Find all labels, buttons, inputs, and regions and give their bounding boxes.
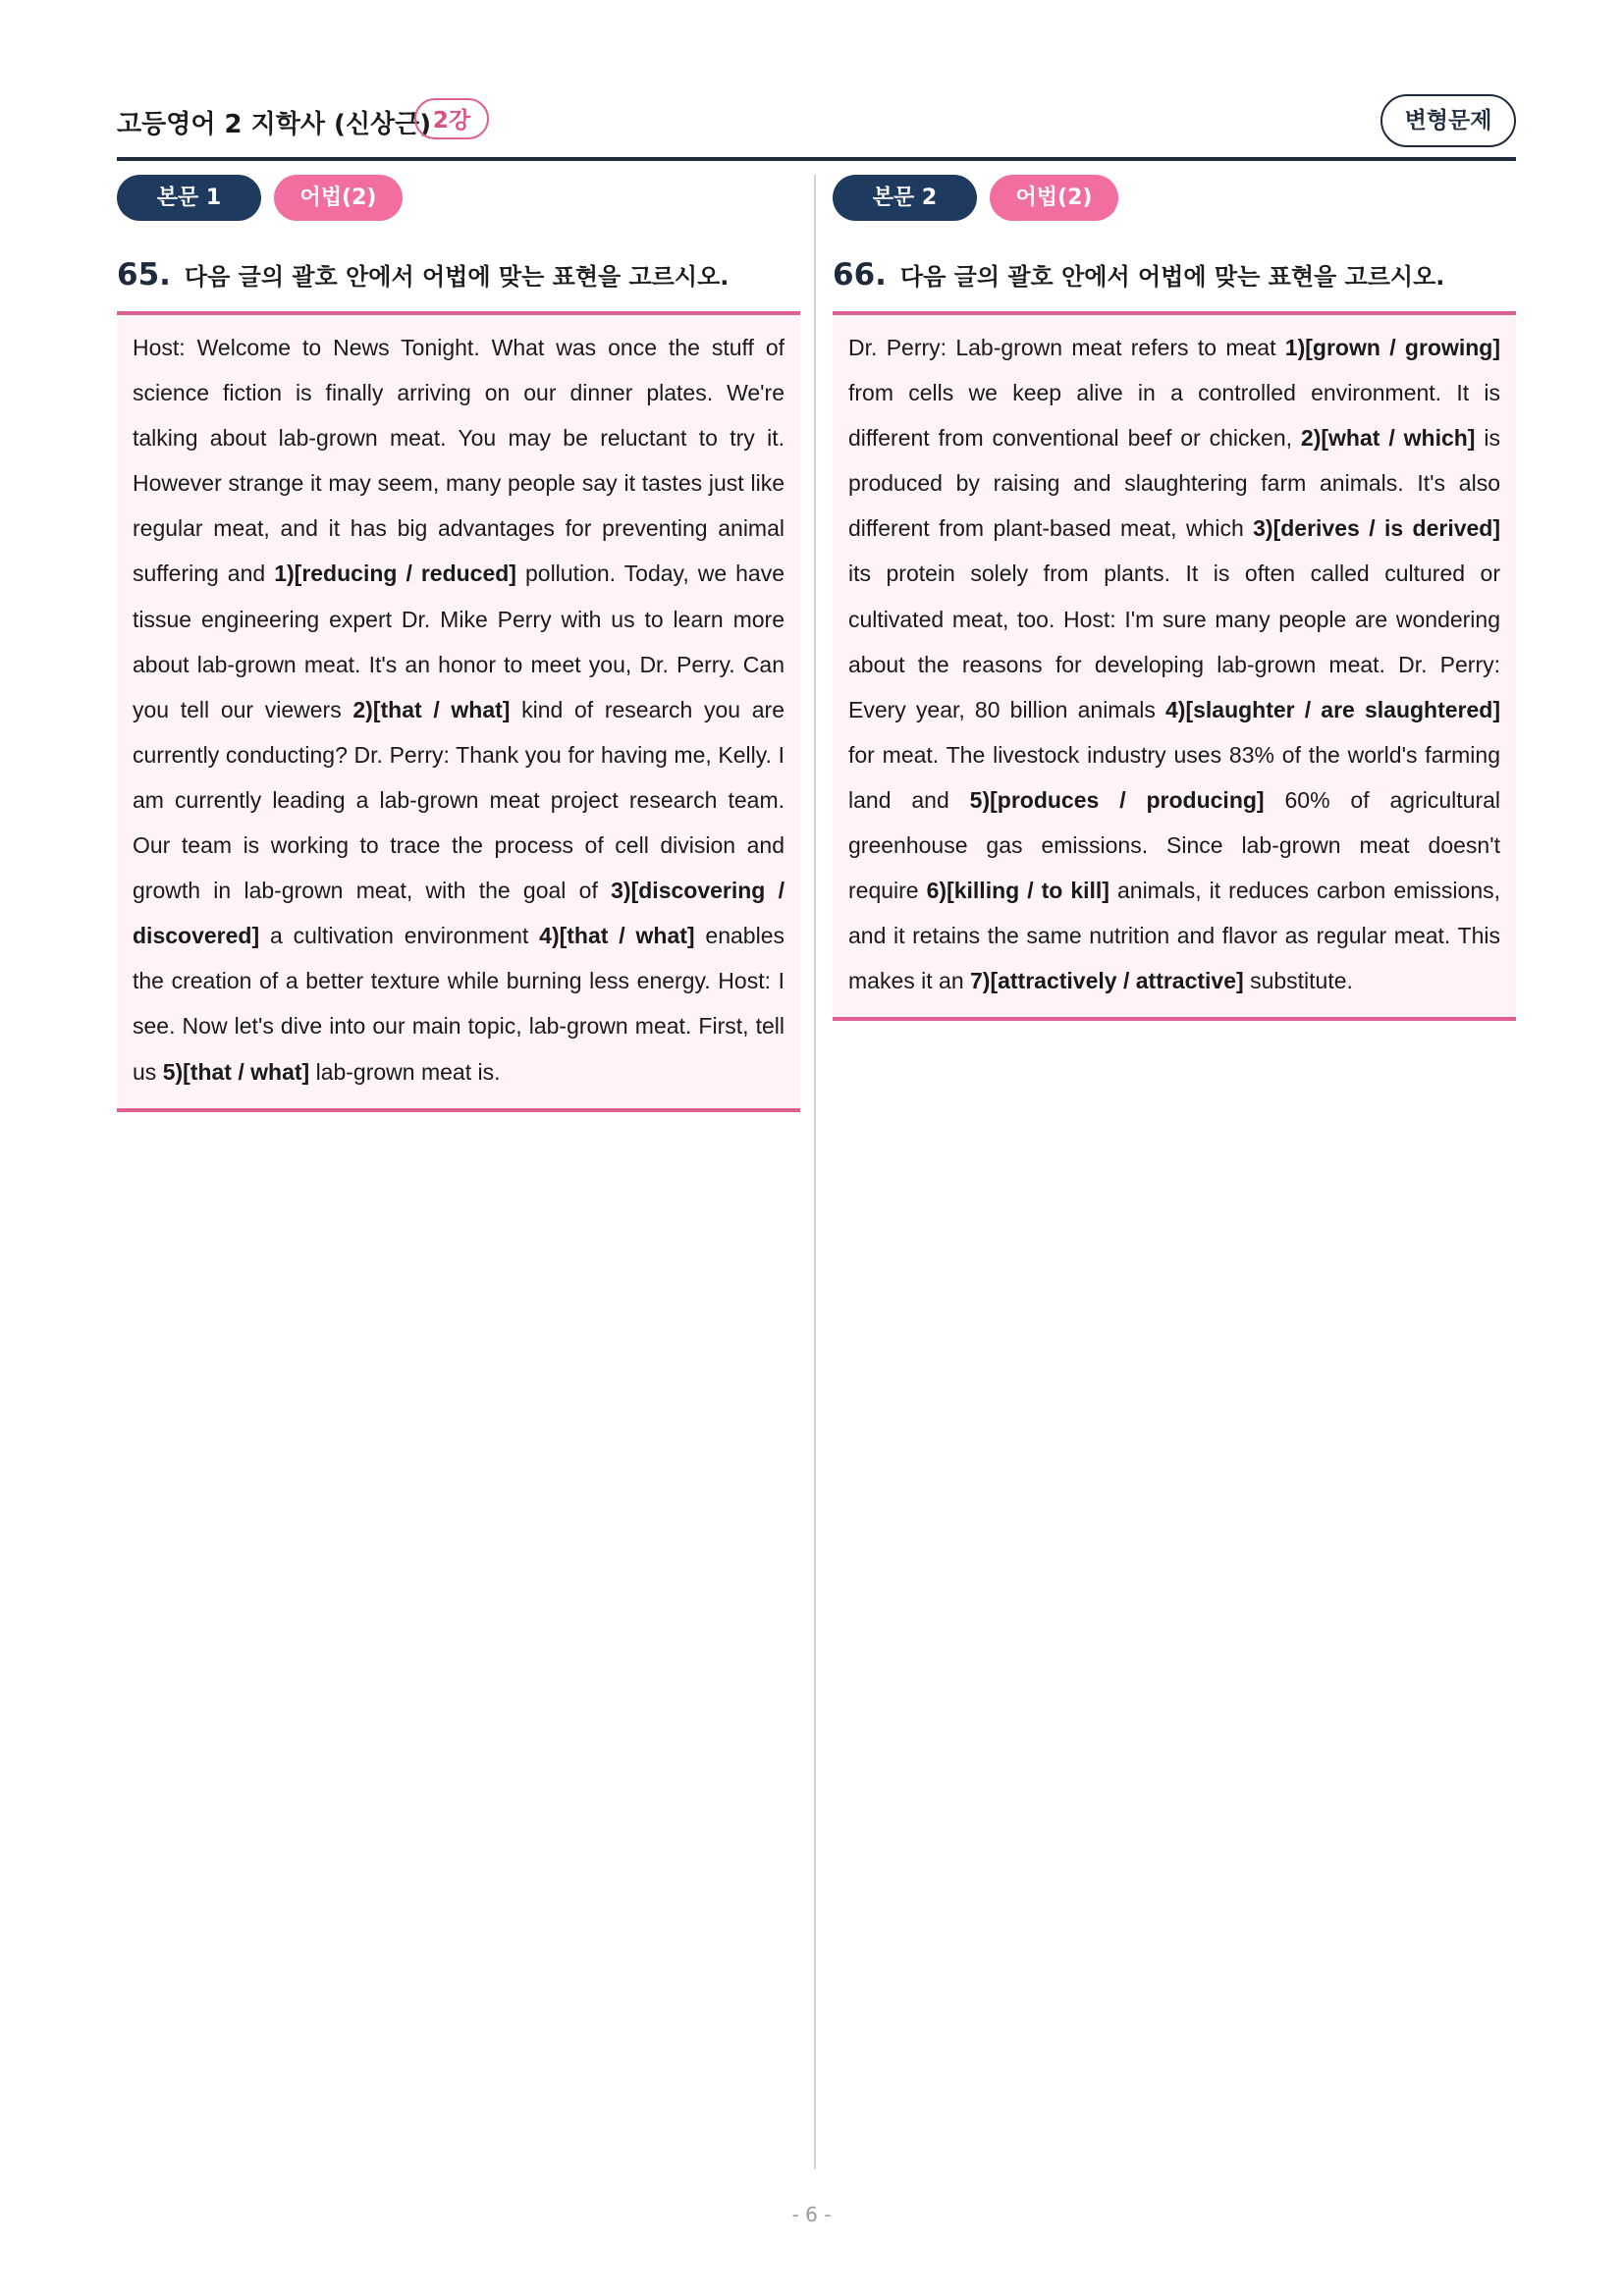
- answer-choice: 4)[that / what]: [539, 923, 695, 949]
- passage-text: a cultivation environment: [259, 923, 540, 949]
- answer-choice: 5)[produces / producing]: [969, 786, 1265, 813]
- category-tag: 어법(2): [274, 175, 403, 221]
- tag-row: [833, 175, 1516, 222]
- passage-text: 60% of agricultural greenhouse gas emissions. Since lab-grown meat doesn't require: [848, 786, 1501, 904]
- question-text: 다음 글의 괄호 안에서 어법에 맞는 표현을 고르시오.: [184, 263, 730, 291]
- passage-text: from cells we keep alive in a controlled environment. It is different from conventional beef or chicken,: [848, 380, 1500, 452]
- passage-text: is produced by raising and slaughtering farm animals. It's also different from plant-based meat, which: [848, 425, 1501, 542]
- answer-choice: 2)[that / what]: [352, 696, 511, 722]
- answer-choice: 3)[discovering / discovered]: [133, 878, 785, 949]
- answer-choice: 5)[that / what]: [162, 1058, 310, 1085]
- page-header: [117, 94, 1516, 161]
- category-tag: 어법(2): [990, 175, 1118, 221]
- passage-box: [117, 311, 800, 1112]
- question-type-badge: 변형문제: [1380, 94, 1516, 147]
- passage-tag: 본문 1: [117, 175, 261, 221]
- lesson-badge: 2강: [414, 98, 489, 139]
- question-number: 66.: [833, 257, 887, 293]
- answer-choice: 3)[derives / is derived]: [1253, 515, 1500, 542]
- column-right: [833, 175, 1516, 1021]
- question-number: 65.: [117, 257, 171, 293]
- answer-choice: 4)[slaughter / are slaughtered]: [1165, 696, 1500, 722]
- passage-text: lab-grown meat is.: [309, 1058, 501, 1085]
- passage-text: enables the creation of a better texture while burning less energy. Host: I see. Now let's dive into our main topic, lab-grown meat. First, tell us: [133, 923, 784, 1085]
- passage-text: Host: Welcome to News Tonight. What was once the stuff of science fiction is finally arriving on our dinner plates. We're talking about lab-grown meat. You may be reluctant to try it. However strange it may seem, many people say it tastes just like regular meat, and it has big advantages for preventing animal suffering and: [133, 335, 784, 587]
- passage-box: [833, 311, 1516, 1021]
- answer-choice: 6)[killing / to kill]: [926, 878, 1109, 904]
- answer-choice: 1)[grown / growing]: [1284, 335, 1500, 360]
- passage-text: animals, it reduces carbon emissions, and it retains the same nutrition and flavor as regular meat. This makes it an: [848, 878, 1501, 994]
- answer-choice: 7)[attractively / attractive]: [970, 968, 1244, 994]
- passage-text: Dr. Perry: Lab-grown meat refers to meat: [848, 335, 1285, 360]
- answer-choice: 1)[reducing / reduced]: [274, 561, 516, 587]
- answer-choice: 2)[what / which]: [1300, 425, 1476, 452]
- passage-text: its protein solely from plants. It is often called cultured or cultivated meat, too. Host: I'm sure many people are wondering about the reasons for developing lab-grown meat. Dr. Perry: Every year, 80 billion animals: [848, 561, 1500, 722]
- question-heading: [833, 257, 1516, 298]
- column-left: [117, 175, 800, 1112]
- tag-row: [117, 175, 800, 222]
- question-heading: [117, 257, 800, 298]
- question-text: 다음 글의 괄호 안에서 어법에 맞는 표현을 고르시오.: [899, 263, 1445, 291]
- passage-text: substitute.: [1243, 968, 1353, 994]
- column-divider: [814, 175, 816, 2169]
- passage-text: pollution. Today, we have tissue engineering expert Dr. Mike Perry with us to learn more about lab-grown meat. It's an honor to meet you, Dr. Perry. Can you tell our viewers: [133, 561, 784, 722]
- passage-text: kind of research you are currently conducting? Dr. Perry: Thank you for having me, Kelly. I am currently leading a lab-grown meat project research team. Our team is working to trace the process of cell division and growth in lab-grown meat, with the goal of: [133, 696, 785, 904]
- passage-text: for meat. The livestock industry uses 83% of the world's farming land and: [848, 741, 1500, 813]
- textbook-title: 고등영어 2 지학사 (신상근): [117, 110, 432, 139]
- page-number: - 6 -: [791, 2203, 832, 2226]
- passage-tag: 본문 2: [833, 175, 977, 221]
